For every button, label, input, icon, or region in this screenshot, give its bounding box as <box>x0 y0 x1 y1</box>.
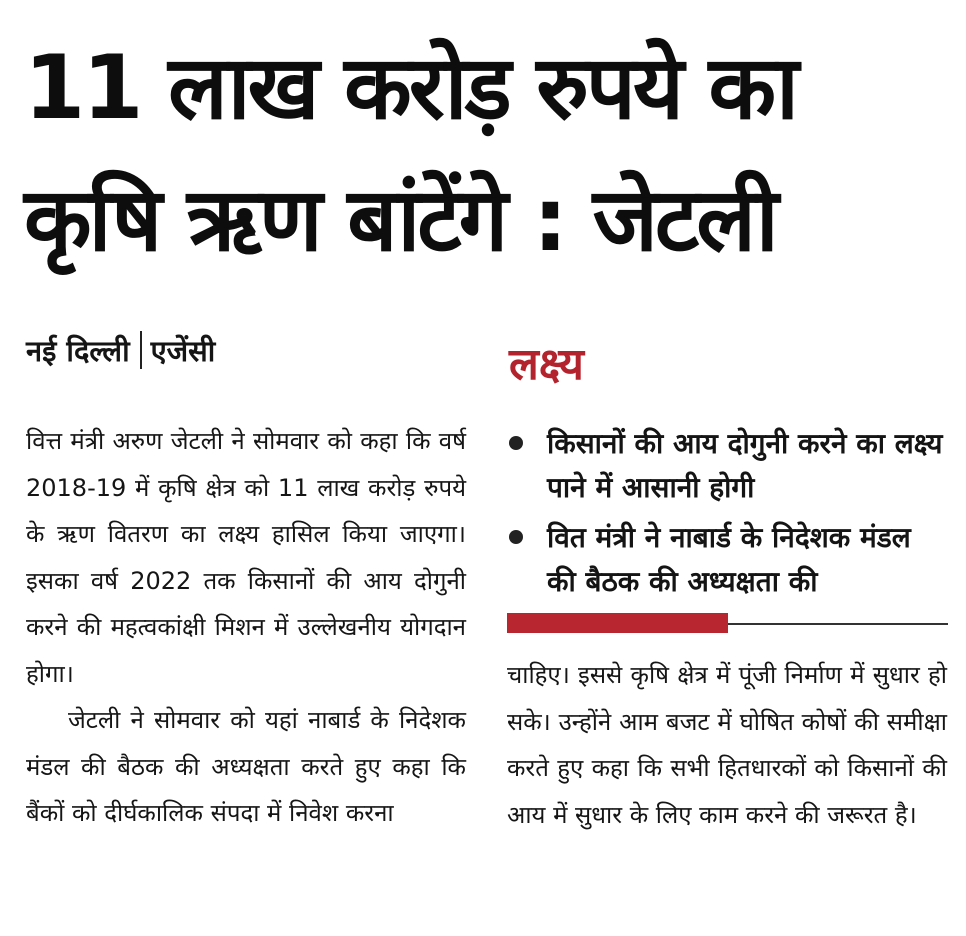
list-item <box>507 516 947 604</box>
headline-line-2: कृषि ऋण बांटेंगे : जेटली <box>24 168 776 271</box>
headline <box>24 22 954 286</box>
target-list <box>507 422 947 604</box>
dateline-separator <box>140 331 142 369</box>
bullet-icon <box>509 436 523 450</box>
article-paragraph: चाहिए। इससे कृषि क्षेत्र में पूंजी निर्माण में सुधार हो सके। उन्होंने आम बजट में घोषित कोषों की समीक्षा करते हुए कहा कि सभी हितधारकों को किसानों की आय में सुधार के लिए काम करने की जरूरत है। <box>507 661 947 829</box>
target-highlights-box <box>507 330 947 610</box>
article-paragraph: वित्त मंत्री अरुण जेटली ने सोमवार को कहा कि वर्ष 2018-19 में कृषि क्षेत्र को 11 लाख करोड़ रुपये के ऋण वितरण का लक्ष्य हासिल किया जाएगा। इसका वर्ष 2022 तक किसानों की आय दोगुनी करने की महत्वकांक्षी मिशन में उल्लेखनीय योगदान होगा। <box>26 427 466 688</box>
bullet-icon <box>509 530 523 544</box>
article-column-right <box>507 652 947 838</box>
section-divider <box>507 613 948 633</box>
list-item <box>507 422 947 510</box>
list-item-text: वित मंत्री ने नाबार्ड के निदेशक मंडल की बैठक की अध्यक्षता की <box>547 521 911 598</box>
dateline <box>26 328 215 372</box>
list-item-text: किसानों की आय दोगुनी करने का लक्ष्य पाने में आसानी होगी <box>547 427 943 504</box>
divider-line <box>728 623 948 625</box>
target-box-title: लक्ष्य <box>509 339 584 390</box>
dateline-place: नई दिल्ली <box>26 333 130 368</box>
divider-accent-bar <box>507 613 728 633</box>
headline-line-1: 11 लाख करोड़ रुपये का <box>24 36 796 139</box>
dateline-source: एजेंसी <box>150 333 216 368</box>
article-paragraph: जेटली ने सोमवार को यहां नाबार्ड के निदेशक मंडल की बैठक की अध्यक्षता करते हुए कहा कि बैंकों को दीर्घकालिक संपदा में निवेश करना <box>26 706 466 827</box>
article-column-left <box>26 418 466 837</box>
